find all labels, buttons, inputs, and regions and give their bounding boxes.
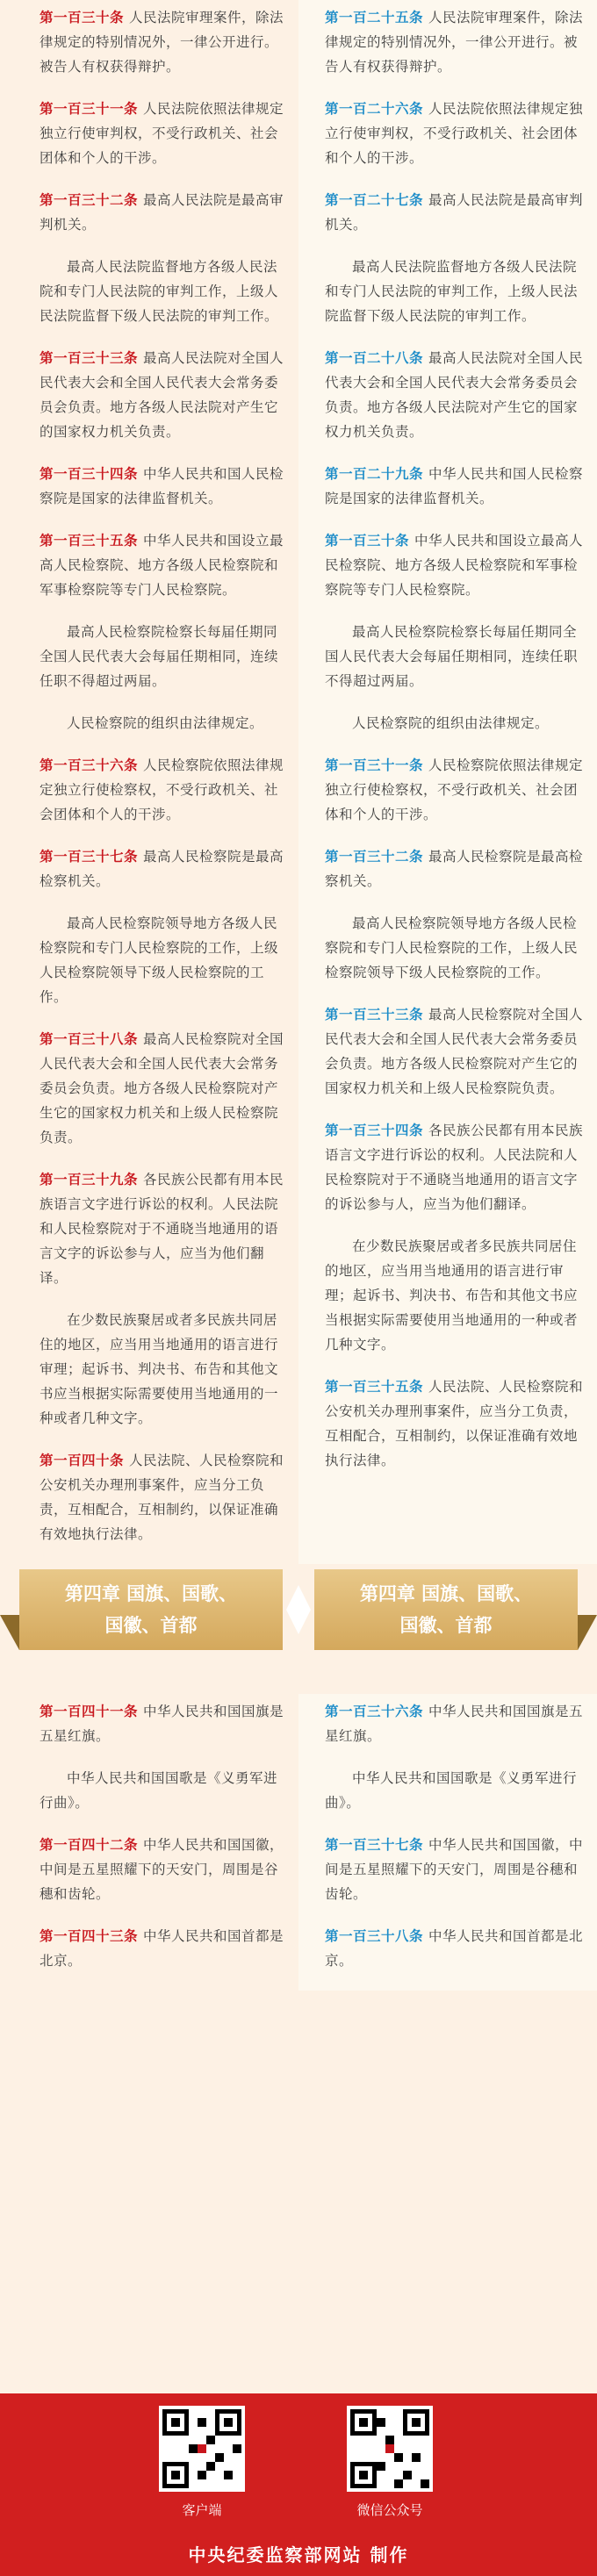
article-text: 中华人民共和国人民检察院是国家的法律监督机关。 [325, 466, 584, 506]
article-text: 在少数民族聚居或者多民族共同居住的地区，应当用当地通用的语言进行审理；起诉书、判决书、布告和其他文书应当根据实际需要使用当地通用的一种或者几种文字。 [40, 1312, 279, 1426]
article-number: 第一百三十三条 [40, 350, 139, 366]
article-text: 最高人民法院监督地方各级人民法院和专门人民法院的审判工作，上级人民法院监督下级人民法院的审判工作。 [40, 259, 279, 324]
article-number: 第一百三十一条 [325, 757, 424, 773]
article [325, 1699, 586, 1748]
article-number: 第一百三十九条 [40, 1172, 139, 1188]
qr-code-client-icon [159, 2406, 245, 2492]
article-text: 最高人民法院监督地方各级人民法院和专门人民法院的审判工作，上级人民法院监督下级人民法院的审判工作。 [325, 259, 579, 324]
article [325, 1924, 586, 1973]
article-text: 中华人民共和国设立最高人民检察院、地方各级人民检察院和军事检察院等专门人民检察院。 [325, 533, 584, 598]
article [40, 753, 288, 827]
article-number: 第一百四十三条 [40, 1928, 139, 1944]
article-text: 中华人民共和国国徽，中间是五星照耀下的天安门，周围是谷穗和齿轮。 [40, 1837, 284, 1902]
article [40, 1924, 288, 1973]
article-text: 人民法院审理案件，除法律规定的特别情况外，一律公开进行。被告人有权获得辩护。 [40, 10, 284, 75]
article-number: 第一百四十一条 [40, 1704, 139, 1719]
article-number: 第一百三十四条 [40, 466, 139, 482]
article [325, 188, 586, 237]
qr-client[interactable] [149, 2406, 255, 2519]
qr-wechat[interactable] [337, 2406, 442, 2519]
article-text: 最高人民检察院检察长每届任期同全国人民代表大会每届任期相同，连续任职不得超过两届。 [325, 624, 579, 689]
article-text: 最高人民法院对全国人民代表大会和全国人民代表大会常务委员会负责。地方各级人民法院对产生它的国家权力机关负责。 [40, 350, 284, 440]
article-paragraph [40, 911, 288, 1009]
article [325, 844, 586, 893]
article-number: 第一百四十二条 [40, 1837, 139, 1853]
article-text: 中华人民共和国国旗是五星红旗。 [325, 1704, 584, 1744]
chapter-heading-right [314, 1569, 578, 1650]
article [325, 1833, 586, 1906]
qr-client-label: 客户端 [182, 2502, 222, 2518]
article-paragraph [325, 620, 586, 693]
article [40, 1833, 288, 1906]
qr-wechat-label: 微信公众号 [356, 2502, 423, 2518]
chapter-heading-left-line1: 第四章 国旗、国歌、 [64, 1583, 238, 1604]
article-number: 第一百三十条 [40, 10, 125, 25]
article-text: 最高人民检察院对全国人民代表大会和全国人民代表大会常务委员会负责。地方各级人民检察院对产生它的国家权力机关和上级人民检察院负责。 [40, 1031, 284, 1145]
article-text: 最高人民检察院是最高检察机关。 [325, 849, 584, 889]
article-text: 最高人民法院是最高审判机关。 [40, 192, 284, 233]
article-number: 第一百三十一条 [40, 101, 139, 117]
chapter-band [0, 1569, 597, 1668]
article [325, 5, 586, 79]
article [325, 1002, 586, 1101]
article-text: 最高人民检察院对全国人民代表大会和全国人民代表大会常务委员会负责。地方各级人民检察院对产生它的国家权力机关和上级人民检察院负责。 [325, 1007, 584, 1096]
article-text: 各民族公民都有用本民族语言文字进行诉讼的权利。人民法院和人民检察院对于不通晓当地通用的语言文字的诉讼参与人，应当为他们翻译。 [325, 1123, 584, 1212]
article-number: 第一百二十九条 [325, 466, 424, 482]
article-text: 人民法院依照法律规定独立行使审判权，不受行政机关、社会团体和个人的干涉。 [325, 101, 584, 166]
article-text: 在少数民族聚居或者多民族共同居住的地区，应当用当地通用的语言进行审理；起诉书、判决书、布告和其他文书应当根据实际需要使用当地通用的一种或者几种文字。 [325, 1238, 579, 1353]
article-number: 第一百三十条 [325, 533, 410, 549]
article [40, 1167, 288, 1290]
article-number: 第一百二十五条 [325, 10, 424, 25]
article-paragraph [325, 255, 586, 328]
qr-code-wechat-icon [347, 2406, 433, 2492]
article-text: 人民法院、人民检察院和公安机关办理刑事案件，应当分工负责，互相配合，互相制约，以保证准确有效地执行法律。 [325, 1379, 584, 1468]
right-column-after [298, 1694, 597, 1991]
article-paragraph [40, 1766, 288, 1815]
comparison-columns-after [0, 1694, 597, 1991]
article-text: 人民法院、人民检察院和公安机关办理刑事案件，应当分工负责，互相配合，互相制约，以保证准确有效地执行法律。 [40, 1453, 284, 1542]
diamond-divider-icon [286, 1585, 311, 1634]
article-number: 第一百三十七条 [40, 849, 139, 865]
article-text: 人民法院审理案件，除法律规定的特别情况外，一律公开进行。被告人有权获得辩护。 [325, 10, 584, 75]
article [40, 528, 288, 602]
article-text: 最高人民检察院检察长每届任期同全国人民代表大会每届任期相同，连续任职不得超过两届。 [40, 624, 279, 689]
article [325, 462, 586, 511]
article-text: 中华人民共和国首都是北京。 [325, 1928, 584, 1969]
article [40, 5, 288, 79]
article-paragraph [40, 711, 288, 735]
article-text: 最高人民检察院领导地方各级人民检察院和专门人民检察院的工作，上级人民检察院领导下级人民检察院的工作。 [325, 915, 579, 980]
band-fold-right [578, 1615, 597, 1650]
chapter-heading-right-line1: 第四章 国旗、国歌、 [359, 1583, 533, 1604]
article [40, 462, 288, 511]
article [325, 1118, 586, 1216]
chapter-heading-left-line2: 国徽、首都 [104, 1615, 198, 1636]
article-text: 中华人民共和国国歌是《义勇军进行曲》。 [40, 1770, 278, 1811]
article-text: 中华人民共和国国徽，中间是五星照耀下的天安门，周围是谷穗和齿轮。 [325, 1837, 584, 1902]
article-paragraph [40, 1308, 288, 1431]
article-paragraph [40, 620, 288, 693]
article-number: 第一百三十八条 [40, 1031, 139, 1047]
article [325, 346, 586, 444]
footer-title: 中央纪委监察部网站 制作 [188, 2544, 409, 2565]
article-number: 第一百三十六条 [325, 1704, 424, 1719]
article-text: 最高人民法院对全国人民代表大会和全国人民代表大会常务委员会负责。地方各级人民法院对产生它的国家权力机关负责。 [325, 350, 584, 440]
article-text: 中华人民共和国设立最高人民检察院、地方各级人民检察院和军事检察院等专门人民检察院。 [40, 533, 284, 598]
article-text: 人民法院依照法律规定独立行使审判权，不受行政机关、社会团体和个人的干涉。 [40, 101, 284, 166]
article-text: 中华人民共和国人民检察院是国家的法律监督机关。 [40, 466, 284, 506]
chapter-heading-left [19, 1569, 283, 1650]
article-number: 第一百三十六条 [40, 757, 139, 773]
article-text: 人民检察院依照法律规定独立行使检察权，不受行政机关、社会团体和个人的干涉。 [40, 757, 284, 822]
article-number: 第一百三十四条 [325, 1123, 424, 1138]
article [325, 1374, 586, 1473]
article-text: 人民检察院依照法律规定独立行使检察权，不受行政机关、社会团体和个人的干涉。 [325, 757, 584, 822]
article-paragraph [325, 711, 586, 735]
article-paragraph [325, 911, 586, 985]
article-number: 第一百二十六条 [325, 101, 424, 117]
article-number: 第一百三十二条 [40, 192, 139, 208]
article-text: 人民检察院的组织由法律规定。 [352, 715, 550, 731]
article-text: 各民族公民都有用本民族语言文字进行诉讼的权利。人民法院和人民检察院对于不通晓当地通用的语言文字的诉讼参与人，应当为他们翻译。 [40, 1172, 284, 1286]
article-number: 第一百三十三条 [325, 1007, 424, 1023]
article [40, 346, 288, 444]
article [40, 1448, 288, 1546]
article-number: 第一百三十五条 [325, 1379, 424, 1395]
article [40, 97, 288, 170]
left-column [0, 0, 298, 1564]
article-text: 中华人民共和国国歌是《义勇军进行曲》。 [325, 1770, 578, 1811]
article-number: 第一百三十七条 [325, 1837, 424, 1853]
article [40, 1027, 288, 1150]
article [40, 188, 288, 237]
article-text: 最高人民检察院是最高检察机关。 [40, 849, 284, 889]
band-fold-left [0, 1615, 19, 1650]
article [325, 97, 586, 170]
footer [0, 2393, 597, 2576]
article-text: 最高人民检察院领导地方各级人民检察院和专门人民检察院的工作，上级人民检察院领导下级人民检察院的工作。 [40, 915, 279, 1005]
article-number: 第一百三十五条 [40, 533, 139, 549]
article [325, 753, 586, 827]
article-paragraph [325, 1234, 586, 1357]
article [325, 528, 586, 602]
article-text: 最高人民法院是最高审判机关。 [325, 192, 584, 233]
article-text: 人民检察院的组织由法律规定。 [67, 715, 264, 731]
article [40, 1699, 288, 1748]
article-number: 第一百三十八条 [325, 1928, 424, 1944]
left-column-after [0, 1694, 298, 1991]
article-text: 中华人民共和国首都是北京。 [40, 1928, 284, 1969]
article-number: 第一百四十条 [40, 1453, 125, 1468]
article [40, 844, 288, 893]
article-number: 第一百三十二条 [325, 849, 424, 865]
article-text: 中华人民共和国国旗是五星红旗。 [40, 1704, 284, 1744]
article-paragraph [40, 255, 288, 328]
right-column [298, 0, 597, 1564]
article-paragraph [325, 1766, 586, 1815]
chapter-heading-right-line2: 国徽、首都 [399, 1615, 493, 1636]
article-number: 第一百二十七条 [325, 192, 424, 208]
article-number: 第一百二十八条 [325, 350, 424, 366]
